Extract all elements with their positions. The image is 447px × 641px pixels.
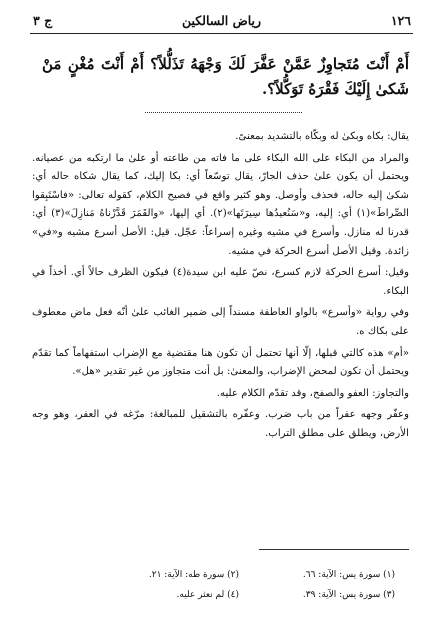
footnote: (٢) سورة طه: الآية: ٢١. bbox=[148, 570, 239, 580]
commentary-paragraph: يقال: بكاه وبكىٰ له وبكّاه بالتشديد بمعنىً. bbox=[235, 131, 409, 142]
volume-label: ج ٣ bbox=[33, 12, 53, 28]
commentary-body bbox=[32, 128, 409, 447]
footnote-row bbox=[95, 585, 395, 605]
footnote: (٤) لم نعثر عليه. bbox=[176, 590, 239, 600]
footnotes bbox=[95, 565, 395, 605]
verse-separator bbox=[145, 112, 302, 113]
commentary-paragraph: «أم» هذه كالتي قبلها، إلّا أنها تحتمل أن تكون هنا مقتضية مع الإضراب استفهاماً كما تقدّم ويحتمل أن تكون لمحض الإضراب، والمعنىٰ: بل أنت متجاوز من غير تقدير «هل». bbox=[32, 347, 409, 378]
commentary-paragraph: والتجاوز: العفو والصفح، وقد تقدّم الكلام عليه. bbox=[216, 387, 409, 399]
footnote: (٣) سورة يس: الآية: ٣٩. bbox=[302, 590, 395, 600]
commentary-paragraph: والمراد من البكاء على الله البكاء على ما فاته من طاعته أو علىٰ ما ارتكبه من عصيانه. ويحتمل أن يكون علىٰ حذف الجارّ، يقال توسّعاً أي: بكا إليك، كما يقال شكاه حاله أي: شكىٰ إليه حاله، فحذف وأوصل. وهو كثير واقع في فصيح الكلام، كقوله تعالى: «فاسْتَبِقوا الصِّراطَ»(١) أي: إليه، و«سَنُعيدُها سِيرَتَها»(٢). أي إليها، «والقَمَرَ قَدَّرْناهُ مَنازِلَ»(٣) أي: قدرنا له منازل. وأسرع في مشيه وغيره إسراعاً: عجّل. قيل: الأصل أسرع مشيه و«في» زائدة. وقيل الأصل أسرع الحركة في مشيه. bbox=[32, 152, 410, 257]
supplication-verse: أَمْ أَنْتَ مُتَجاوِزٌ عَمَّنْ عَفَّرَ لَكَ وَجْهَهُ تَذَلُّلاً؟ أَمْ أَنْتَ مُغْنٍ مَنْ شَكىٰ إِلَيْكَ فَقْرَهُ تَوَكُّلاً؟. bbox=[42, 55, 409, 98]
commentary-paragraph: وعفّر وجهه عفراً من باب ضرب. وعفّره بالتشقيل للمبالغة: مرّغه في العفر، وهو وجه الأرض، ويطلق على مطلق التراب. bbox=[32, 409, 409, 439]
commentary-paragraph: وقيل: أسرع الحركة لازم كسرع، نصّ عليه ابن سيدة(٤) فيكون الظرف حالاً أي. أخذاً في البكاء. bbox=[32, 267, 409, 297]
page-number: ١٢٦ bbox=[390, 12, 411, 28]
footnote-rule bbox=[259, 549, 409, 550]
commentary-paragraph: وفي رواية «وأسرع» بالواو العاطفة مسنداً إلى ضمير الغائب علىٰ أنّه فعل ماض معطوف على بكاك ه. bbox=[32, 307, 409, 337]
header-rule bbox=[30, 33, 413, 34]
footnote-row bbox=[95, 565, 395, 585]
footnote: (١) سورة يس: الآية: ٦٦. bbox=[302, 570, 395, 580]
page-header bbox=[33, 10, 411, 30]
book-title: رياض السالكين bbox=[181, 12, 262, 28]
